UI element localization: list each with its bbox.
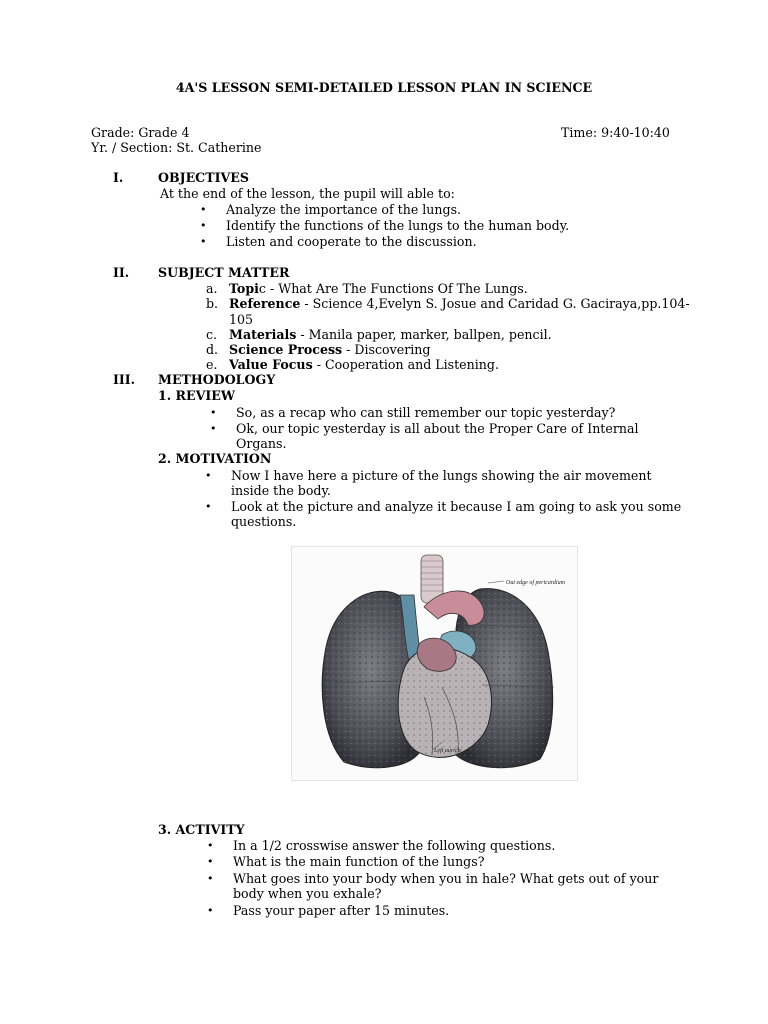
activity-item-cont: body when you exhale?: [233, 886, 382, 901]
motivation-heading: 2. MOTIVATION: [158, 451, 272, 466]
objective-item: • Analyze the importance of the lungs.: [226, 202, 461, 217]
objectives-intro: At the end of the lesson, the pupil will able to:: [160, 186, 455, 201]
motivation-item-cont: questions.: [231, 514, 297, 529]
review-item-cont: Organs.: [236, 436, 287, 451]
objectives-heading: OBJECTIVES: [158, 170, 249, 185]
subject-letter: a.: [206, 281, 218, 296]
subject-item-materials: Materials - Manila paper, marker, ballpen, pencil.: [229, 327, 552, 342]
subject-item-reference-cont: 105: [229, 312, 254, 327]
subject-letter: b.: [206, 296, 219, 311]
methodology-heading: METHODOLOGY: [158, 372, 276, 387]
subject-item-process: Science Process - Discovering: [229, 342, 431, 357]
review-item: • So, as a recap who can still remember our topic yesterday?: [236, 405, 615, 420]
motivation-item-cont: inside the body.: [231, 483, 331, 498]
subject-item-value: Value Focus - Cooperation and Listening.: [229, 357, 499, 372]
objective-item: • Identify the functions of the lungs to the human body.: [226, 218, 569, 233]
figure-label-bottom: Left auricle: [434, 748, 462, 754]
lungs-illustration: [291, 546, 578, 781]
subject-item-reference: Reference - Science 4,Evelyn S. Josue and Caridad G. Gaciraya,pp.104-: [229, 296, 690, 311]
section-label: Yr. / Section: St. Catherine: [91, 140, 262, 155]
figure-label-top: Out edge of pericardium: [506, 580, 565, 586]
subject-letter: e.: [206, 357, 218, 372]
activity-heading: 3. ACTIVITY: [158, 822, 245, 837]
subject-numeral: II.: [113, 265, 130, 280]
subject-letter: d.: [206, 342, 219, 357]
activity-item: • Pass your paper after 15 minutes.: [233, 903, 449, 918]
subject-item-topic: Topic - What Are The Functions Of The Lungs.: [229, 281, 528, 296]
subject-letter: c.: [206, 327, 218, 342]
time-label: Time: 9:40-10:40: [561, 125, 670, 140]
grade-label: Grade: Grade 4: [91, 125, 190, 140]
review-item: • Ok, our topic yesterday is all about the Proper Care of Internal: [236, 421, 638, 436]
page-title: 4A'S LESSON SEMI-DETAILED LESSON PLAN IN SCIENCE: [175, 80, 593, 95]
activity-item: • What goes into your body when you in hale? What gets out of your: [233, 871, 658, 886]
methodology-numeral: III.: [113, 372, 136, 387]
objective-item: • Listen and cooperate to the discussion.: [226, 234, 477, 249]
activity-item: • What is the main function of the lungs?: [233, 854, 484, 869]
activity-item: • In a 1/2 crosswise answer the following questions.: [233, 838, 555, 853]
review-heading: 1. REVIEW: [158, 388, 236, 403]
subject-heading: SUBJECT MATTER: [158, 265, 290, 280]
objectives-numeral: I.: [113, 170, 124, 185]
motivation-item: • Now I have here a picture of the lungs showing the air movement: [231, 468, 652, 483]
lungs-diagram: [292, 547, 577, 780]
motivation-item: • Look at the picture and analyze it because I am going to ask you some: [231, 499, 681, 514]
